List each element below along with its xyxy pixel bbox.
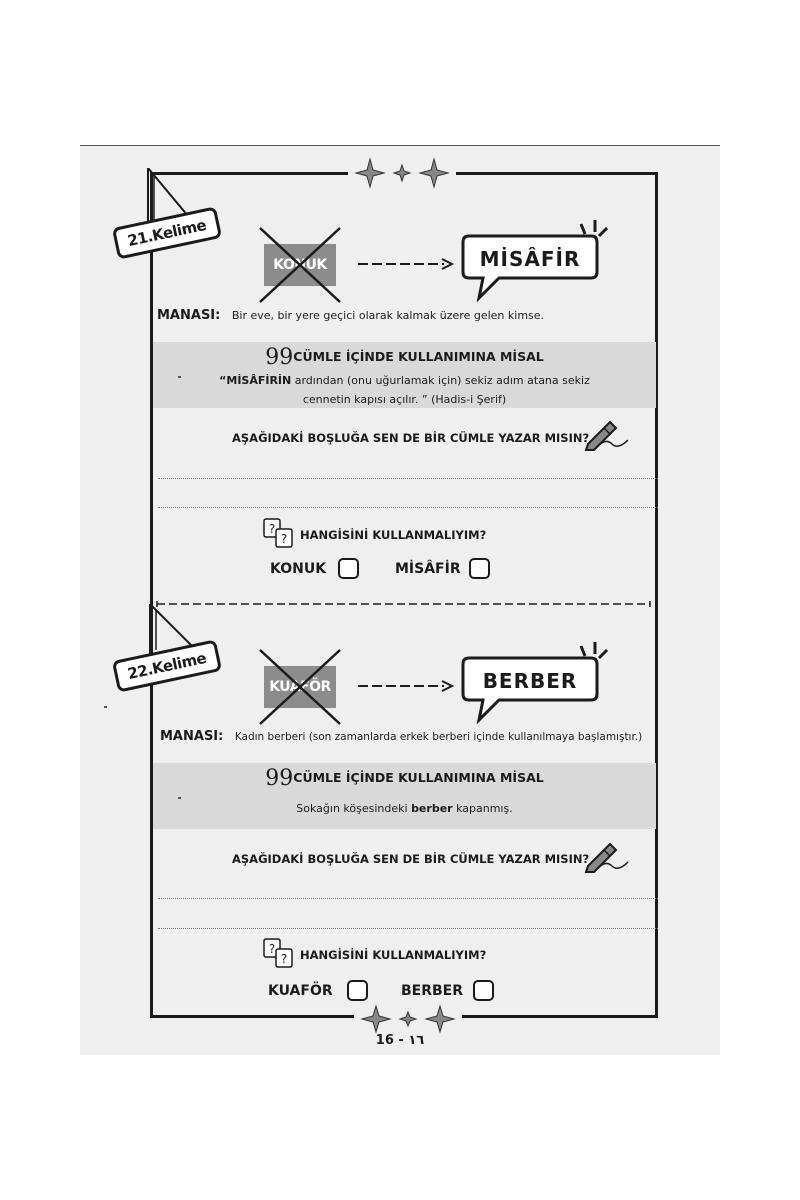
svg-text:?: ? [268,942,276,956]
writing-line[interactable] [158,898,658,899]
example-title: 99CÜMLE İÇİNDE KULLANIMINA MİSAL [265,345,544,370]
meaning-text: Kadın berberi (son zamanlarda erkek berberi içinde kullanılmaya başlamıştır.) [234,731,643,743]
question-cards-icon [262,937,296,971]
word-number-tag: 22.Kelime [112,639,222,692]
wrong-word-crossed [264,244,336,286]
option-label-kuafor: KUAFÖR [268,983,333,999]
checkbox-misafir[interactable] [469,558,490,579]
meaning-label: MANASI: [160,729,224,744]
which-prompt: HANGİSİNİ KULLANMALIYIM? [300,948,487,962]
page-number: 16 - ١٦ [375,1033,425,1048]
which-prompt: HANGİSİNİ KULLANMALIYIM? [300,528,487,542]
example-sentence: Sokağın köşesindeki berber kapanmış. [296,802,513,815]
meaning-line [160,729,642,744]
scan-mark [104,706,107,708]
example-panel [153,342,656,408]
checkbox-berber[interactable] [473,980,494,1001]
writing-line[interactable] [158,928,658,929]
sparkle-icon [360,1004,456,1034]
wrong-word: KONUK [264,244,336,286]
meaning-line [157,308,544,323]
meaning-text: Bir eve, bir yere geçici olarak kalmak üzere gelen kimse. [231,309,545,322]
example-title: 99CÜMLE İÇİNDE KULLANIMINA MİSAL [265,766,544,791]
meaning-label: MANASI: [157,308,221,323]
question-cards-icon [262,517,296,551]
writing-line[interactable] [158,478,658,479]
cross-icon [256,224,344,306]
sparkle-icon [354,157,450,189]
write-prompt: AŞAĞIDAKİ BOŞLUĞA SEN DE BİR CÜMLE YAZAR MISIN? [232,852,590,866]
wrong-word-crossed [264,666,336,708]
option-label-misafir: MİSÂFİR [395,561,461,577]
page-top-rule [80,145,720,146]
option-label-berber: BERBER [401,983,464,999]
wrong-word: KUAFÖR [264,666,336,708]
correct-word: BERBER [482,669,578,693]
section-divider [155,601,652,607]
dashed-arrow-icon [356,678,456,694]
word-number-tag: 21.Kelime [112,206,222,259]
example-panel [153,763,656,829]
option-label-konuk: KONUK [270,561,327,577]
svg-text:?: ? [268,522,276,536]
write-prompt: AŞAĞIDAKİ BOŞLUĞA SEN DE BİR CÜMLE YAZAR MISIN? [232,431,590,445]
quote-icon: 99 [265,766,294,791]
scan-mark [178,376,181,378]
correct-word: MİSÂFİR [479,247,581,271]
pencil-icon [582,416,632,452]
writing-line[interactable] [158,507,658,508]
checkbox-kuafor[interactable] [347,980,368,1001]
pencil-icon [582,838,632,874]
scan-mark [178,797,181,799]
example-sentence: “MİSÂFİRİN ardından (onu uğurlamak için) sekiz adım atana sekiz cennetin kapısı açılır. ” (Hadis-i Şerif) [219,374,590,406]
bottom-sparkles [354,1004,462,1034]
quote-icon: 99 [265,345,294,370]
top-sparkles [348,157,456,189]
checkbox-konuk[interactable] [338,558,359,579]
svg-text:?: ? [280,532,288,546]
dashed-arrow-icon [356,256,456,272]
cross-icon [256,646,344,728]
svg-text:?: ? [280,952,288,966]
